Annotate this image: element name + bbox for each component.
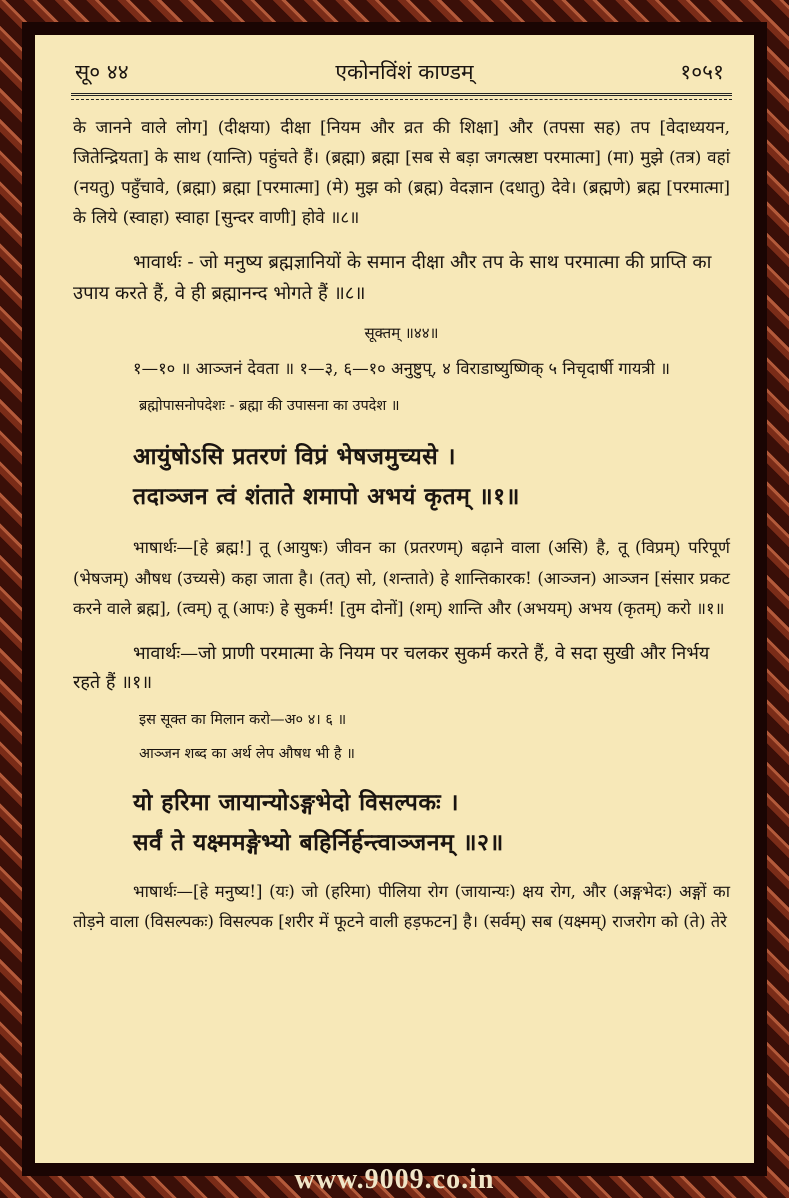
sukta-heading: सूक्तम् ॥४४॥ (364, 324, 439, 342)
page-content (73, 113, 730, 937)
bhavartha-8: भावार्थः - जो मनुष्य ब्रह्मज्ञानियों के समान दीक्षा और तप के साथ परमात्मा की प्राप्ति का उपाय करते हैं, वे ही ब्रह्मानन्द भोगते हैं ॥८॥ (73, 252, 712, 304)
note-anjana: आञ्जन शब्द का अर्थ लेप औषध भी है ॥ (139, 745, 355, 762)
verse-1-line-2: तदाञ्जन त्वं शंताते शमापो अभयं कृतम् ॥१॥ (133, 483, 520, 510)
verse-2-line-2: सर्वं ते यक्ष्ममङ्गेभ्यो बहिर्निर्हन्त्वाञ्जनम् ॥२॥ (133, 828, 504, 856)
bhavartha-1: भावार्थः—जो प्राणी परमात्मा के नियम पर चलकर सुकर्म करते हैं, वे सदा सुखी और निर्भय रहते हैं ॥१॥ (73, 642, 710, 693)
upadesha-line: ब्रह्मोपासनोपदेशः - ब्रह्मा की उपासना का उपदेश ॥ (139, 398, 400, 414)
verse-2-line-1: यो हरिमा जायान्योऽङ्गभेदो विसल्पकः । (133, 788, 459, 816)
sukta-number: सू० ४४ (75, 60, 129, 84)
book-page (35, 35, 754, 1163)
verse-1-line-1: आयुंषोऽसि प्रतरणं विप्रं भेषजमुच्यसे । (133, 443, 456, 470)
note-milan: इस सूक्त का मिलान करो—अ० ४। ६ ॥ (139, 711, 347, 728)
header-rule-dashed (71, 99, 732, 100)
bhashartha-2: भाषार्थः—[हे मनुष्य!] (यः) जो (हरिमा) पीलिया रोग (जायान्यः) क्षय रोग, और (अङ्गभेदः) अङ्गों का तोड़ने वाला (विसल्पकः) विसल्पक [शरीर में फूटने वाली हड़फटन] है। (सर्वम्) सब (यक्ष्मम्) राजरोग को (ते) तेरे (73, 881, 730, 931)
paragraph-continued: के जानने वाले लोग] (दीक्षया) दीक्षा [नियम और व्रत की शिक्षा] और (तपसा सह) तप [वेदाध्ययन, जितेन्द्रियता] के साथ (यान्ति) पहुंचते हैं। (ब्रह्मा) ब्रह्मा [सब से बड़ा जगत्स्रष्टा परमात्मा] (मा) मुझे (तत्र) वहां (नयतु) पहुँचावे, (ब्रह्मा) ब्रह्मा [परमात्मा] (मे) मुझ को (ब्रह्म) वेदज्ञान (दधातु) देवे। (ब्रह्मणे) ब्रह्म [परमात्मा] के लिये (स्वाहा) स्वाहा [सुन्दर वाणी] होवे ॥८॥ (73, 118, 730, 228)
footer-url: www.9009.co.in (294, 1164, 495, 1195)
page-number: १०५१ (680, 60, 724, 84)
devata-chhanda: १—१० ॥ आञ्जनं देवता ॥ १—३, ६—१० अनुष्टुप्, ४ विराडाष्युष्णिक् ५ निचृदार्षी गायत्री ॥ (133, 359, 670, 378)
header-rule (71, 93, 732, 96)
kanda-title: एकोनविंशं काण्डम् (335, 60, 474, 84)
page-header (75, 57, 724, 87)
bhashartha-1: भाषार्थः—[हे ब्रह्म!] तू (आयुषः) जीवन का (प्रतरणम्) बढ़ाने वाला (असि) है, तू (विप्रम्) परिपूर्ण (भेषजम्) औषध (उच्यसे) कहा जाता है। (तत्) सो, (शन्ताते) हे शान्तिकारक! (आञ्जन) आञ्जन [संसार प्रकट करने वाले ब्रह्म], (त्वम्) तू (आपः) हे सुकर्म! [तुम दोनों] (शम्) शान्ति और (अभयम्) अभय (कृतम्) करो ॥१॥ (73, 538, 730, 618)
